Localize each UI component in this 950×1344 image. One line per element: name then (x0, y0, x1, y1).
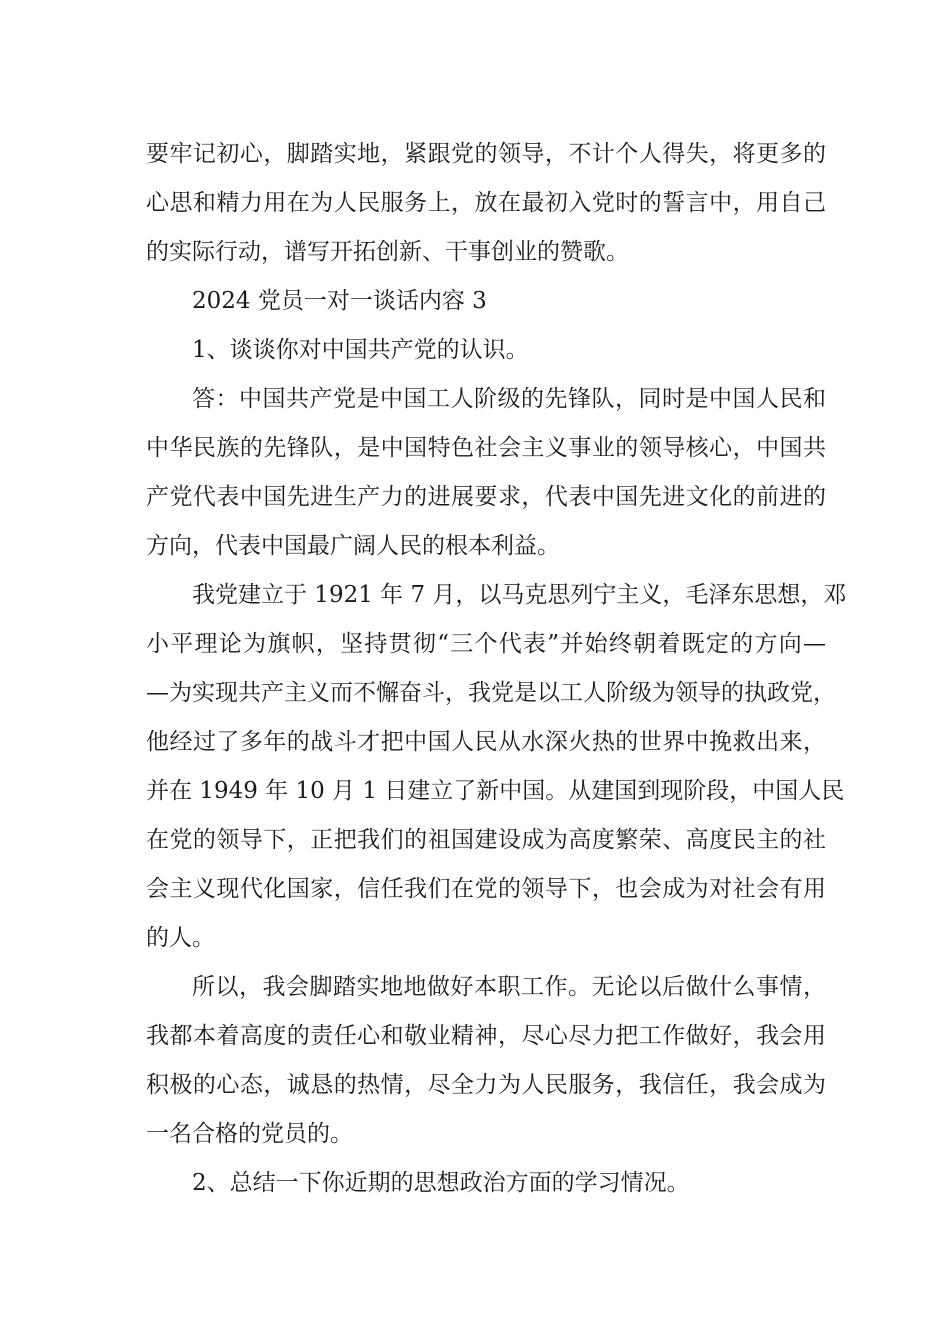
text-line: 要牢记初心，脚踏实地，紧跟党的领导，不计个人得失，将更多的 (146, 141, 826, 167)
text-line: 积极的心态，诚恳的热情，尽全力为人民服务，我信任，我会成为 (146, 1072, 826, 1098)
text-line: 在党的领导下，正把我们的祖国建设成为高度繁荣、高度民主的社 (146, 827, 826, 853)
text-line: 所以，我会脚踏实地地做好本职工作。无论以后做什么事情， (192, 974, 826, 1000)
paragraph (146, 571, 847, 963)
text-line: —为实现共产主义而不懈奋斗，我党是以工人阶级为领导的执政党， (146, 680, 836, 706)
paragraph (146, 277, 826, 326)
text-line: 我都本着高度的责任心和敬业精神，尽心尽力把工作做好，我会用 (146, 1023, 826, 1049)
text-line: 一名合格的党员的。 (146, 1121, 353, 1147)
paragraph (146, 963, 826, 1159)
text-line: 2、总结一下你近期的思想政治方面的学习情况。 (192, 1170, 690, 1196)
document-body (146, 130, 847, 1208)
text-line: 2024 党员一对一谈话内容 3 (192, 288, 487, 314)
paragraph (146, 375, 826, 571)
text-line: 方向，代表中国最广阔人民的根本利益。 (146, 533, 560, 559)
text-line: 的人。 (146, 925, 215, 951)
text-line: 并在 1949 年 10 月 1 日建立了新中国。从建国到现阶段，中国人民 (146, 778, 845, 804)
text-line: 他经过了多年的战斗才把中国人民从水深火热的世界中挽救出来， (146, 729, 826, 755)
paragraph (146, 1159, 826, 1208)
text-line: 我党建立于 1921 年 7 月，以马克思列宁主义，毛泽东思想，邓 (192, 582, 847, 608)
text-line: 心思和精力用在为人民服务上，放在最初入党时的誓言中，用自己 (146, 190, 826, 216)
text-line: 小平理论为旗帜，坚持贯彻“三个代表”并始终朝着既定的方向— (146, 631, 826, 657)
text-line: 会主义现代化国家，信任我们在党的领导下，也会成为对社会有用 (146, 876, 826, 902)
paragraph (146, 326, 826, 375)
text-line: 答：中国共产党是中国工人阶级的先锋队，同时是中国人民和 (192, 386, 826, 412)
paragraph (146, 130, 826, 277)
text-line: 1、谈谈你对中国共产党的认识。 (192, 337, 529, 363)
text-line: 中华民族的先锋队，是中国特色社会主义事业的领导核心，中国共 (146, 435, 826, 461)
text-line: 产党代表中国先进生产力的进展要求，代表中国先进文化的前进的 (146, 484, 826, 510)
text-line: 的实际行动，谱写开拓创新、干事创业的赞歌。 (146, 239, 629, 265)
